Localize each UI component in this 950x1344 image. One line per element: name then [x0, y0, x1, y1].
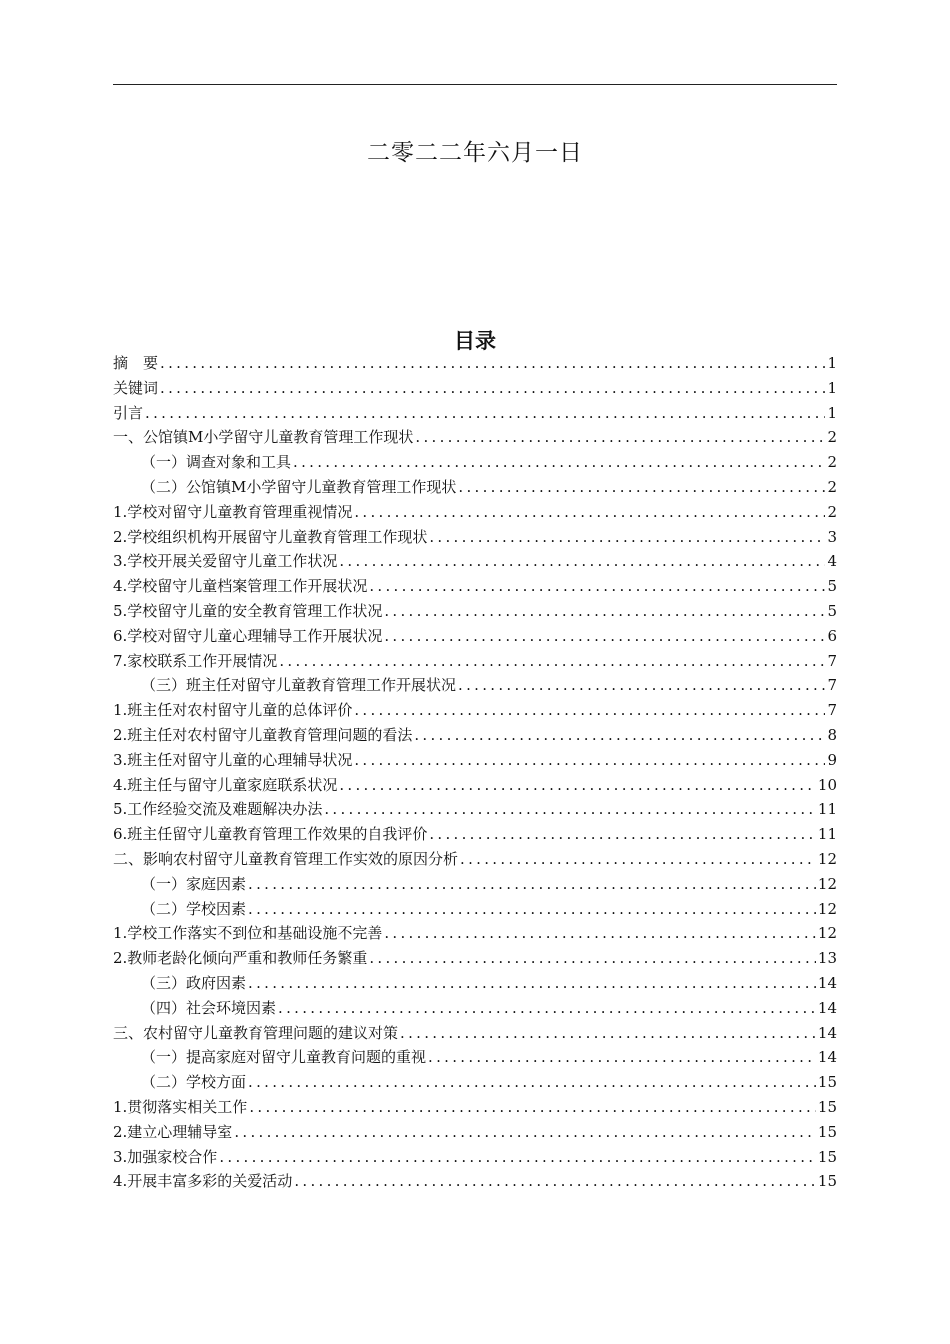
toc-entry-page: 14 [817, 998, 837, 1017]
toc-entry-label: （二）学校因素 [141, 899, 247, 918]
toc-dot-leader [339, 549, 825, 574]
toc-entry-label: （三）政府因素 [141, 973, 247, 992]
toc-dot-leader [428, 1045, 816, 1070]
toc-dot-leader [248, 971, 816, 996]
toc-entry-page: 7 [827, 676, 837, 695]
toc-dot-leader [400, 1021, 816, 1046]
toc-entry-label: 5.工作经验交流及难题解决办法 [113, 800, 323, 819]
toc-entry[interactable] [113, 797, 837, 822]
toc-dot-leader [249, 1095, 816, 1120]
toc-entry-page: 15 [817, 1172, 837, 1191]
toc-entry[interactable] [113, 624, 837, 649]
toc-entry[interactable] [113, 649, 837, 674]
toc-entry-label: 2.教师老龄化倾向严重和教师任务繁重 [113, 949, 368, 968]
toc-entry[interactable] [113, 698, 837, 723]
toc-entry-label: （一）提高家庭对留守儿童教育问题的重视 [141, 1048, 427, 1067]
toc-entry-page: 14 [817, 973, 837, 992]
toc-dot-leader [145, 401, 825, 426]
toc-entry-label: 7.家校联系工作开展情况 [113, 651, 278, 670]
toc-dot-leader [279, 649, 825, 674]
table-of-contents [113, 351, 837, 1194]
toc-dot-leader [354, 500, 825, 525]
toc-entry-page: 3 [827, 527, 837, 546]
toc-entry-page: 15 [817, 1097, 837, 1116]
toc-dot-leader [278, 996, 816, 1021]
toc-entry-page: 1 [827, 403, 837, 422]
toc-entry[interactable] [113, 773, 837, 798]
toc-entry[interactable] [113, 996, 837, 1021]
toc-entry-label: （二）学校方面 [141, 1073, 247, 1092]
toc-dot-leader [415, 425, 825, 450]
toc-entry[interactable] [113, 921, 837, 946]
toc-entry[interactable] [113, 549, 837, 574]
toc-entry-label: 1.学校对留守儿童教育管理重视情况 [113, 502, 353, 521]
toc-dot-leader [460, 847, 816, 872]
toc-entry-page: 7 [827, 701, 837, 720]
toc-dot-leader [293, 450, 825, 475]
toc-entry-page: 15 [817, 1147, 837, 1166]
toc-entry[interactable] [113, 723, 837, 748]
toc-entry-page: 13 [817, 949, 837, 968]
toc-entry-page: 11 [817, 825, 837, 844]
toc-dot-leader [429, 525, 825, 550]
toc-entry-label: 4.开展丰富多彩的关爱活动 [113, 1172, 293, 1191]
toc-entry-page: 10 [817, 775, 837, 794]
toc-dot-leader [369, 946, 816, 971]
toc-entry[interactable] [113, 1045, 837, 1070]
toc-entry-page: 2 [827, 502, 837, 521]
toc-entry-page: 12 [817, 849, 837, 868]
toc-entry-label: 摘 要 [113, 354, 159, 372]
toc-entry[interactable] [113, 351, 837, 376]
toc-entry[interactable] [113, 574, 837, 599]
toc-entry-page: 9 [827, 750, 837, 769]
toc-entry[interactable] [113, 475, 837, 500]
toc-entry-label: （一）家庭因素 [141, 874, 247, 893]
toc-entry[interactable] [113, 1070, 837, 1095]
toc-entry-label: 4.班主任与留守儿童家庭联系状况 [113, 775, 338, 794]
toc-title: 目录 [454, 329, 496, 353]
toc-dot-leader [369, 574, 825, 599]
toc-entry-label: 2.班主任对农村留守儿童教育管理问题的看法 [113, 725, 413, 744]
toc-entry-page: 5 [827, 577, 837, 596]
toc-entry-page: 11 [817, 800, 837, 819]
toc-dot-leader [458, 673, 825, 698]
toc-entry-label: 1.班主任对农村留守儿童的总体评价 [113, 701, 353, 720]
toc-entry-page: 14 [817, 1048, 837, 1067]
toc-entry-label: 6.学校对留守儿童心理辅导工作开展状况 [113, 626, 383, 645]
toc-entry[interactable] [113, 500, 837, 525]
toc-entry-page: 4 [827, 552, 837, 571]
toc-dot-leader [354, 698, 825, 723]
toc-entry-label: 2.建立心理辅导室 [113, 1122, 233, 1141]
toc-entry-label: 3.学校开展关爱留守儿童工作状况 [113, 552, 338, 571]
toc-dot-leader [248, 897, 816, 922]
toc-dot-leader [324, 797, 816, 822]
toc-entry-page: 8 [827, 725, 837, 744]
toc-entry-page: 7 [827, 651, 837, 670]
document-date: 二零二二年六月一日 [367, 140, 583, 166]
toc-entry[interactable] [113, 971, 837, 996]
toc-entry-label: （三）班主任对留守儿童教育管理工作开展状况 [141, 676, 457, 695]
toc-entry[interactable] [113, 673, 837, 698]
toc-dot-leader [458, 475, 825, 500]
toc-entry-label: 5.学校留守儿童的安全教育管理工作状况 [113, 601, 383, 620]
toc-entry-label: （二）公馆镇M小学留守儿童教育管理工作现状 [141, 477, 457, 496]
toc-entry-page: 15 [817, 1122, 837, 1141]
toc-entry[interactable] [113, 425, 837, 450]
toc-entry-page: 2 [827, 453, 837, 472]
toc-entry-label: 6.班主任留守儿童教育管理工作效果的自我评价 [113, 825, 428, 844]
toc-dot-leader [248, 872, 816, 897]
toc-entry-page: 12 [817, 924, 837, 943]
toc-entry-label: 一、公馆镇M小学留守儿童教育管理工作现状 [113, 428, 414, 447]
toc-entry-page: 6 [827, 626, 837, 645]
toc-dot-leader [234, 1120, 816, 1145]
toc-entry-label: 1.学校工作落实不到位和基础设施不完善 [113, 924, 383, 943]
toc-dot-leader [219, 1145, 816, 1170]
toc-entry[interactable] [113, 1095, 837, 1120]
toc-entry[interactable] [113, 450, 837, 475]
toc-dot-leader [384, 599, 825, 624]
toc-dot-leader [248, 1070, 816, 1095]
toc-entry-label: 关键词 [113, 378, 159, 397]
toc-entry-label: 三、农村留守儿童教育管理问题的建议对策 [113, 1023, 399, 1042]
toc-dot-leader [384, 624, 825, 649]
toc-entry-label: 1.贯彻落实相关工作 [113, 1097, 248, 1116]
toc-dot-leader [354, 748, 825, 773]
toc-entry-page: 15 [817, 1073, 837, 1092]
toc-entry[interactable] [113, 946, 837, 971]
toc-entry-page: 12 [817, 874, 837, 893]
toc-entry[interactable] [113, 1120, 837, 1145]
toc-entry[interactable] [113, 376, 837, 401]
toc-entry[interactable] [113, 897, 837, 922]
toc-dot-leader [384, 921, 816, 946]
toc-entry-page: 1 [827, 354, 837, 372]
toc-entry-label: 4.学校留守儿童档案管理工作开展状况 [113, 577, 368, 596]
toc-entry-label: （一）调查对象和工具 [141, 453, 292, 472]
toc-entry-label: 3.班主任对留守儿童的心理辅导状况 [113, 750, 353, 769]
toc-entry-page: 14 [817, 1023, 837, 1042]
toc-entry[interactable] [113, 872, 837, 897]
toc-dot-leader [160, 351, 825, 376]
toc-dot-leader [414, 723, 825, 748]
toc-entry[interactable] [113, 1169, 837, 1194]
toc-entry[interactable] [113, 847, 837, 872]
toc-entry-label: 3.加强家校合作 [113, 1147, 218, 1166]
toc-entry-label: 引言 [113, 403, 144, 422]
toc-entry[interactable] [113, 401, 837, 426]
toc-entry-page: 5 [827, 601, 837, 620]
toc-entry-label: 二、影响农村留守儿童教育管理工作实效的原因分析 [113, 849, 459, 868]
header-rule [113, 84, 837, 85]
toc-dot-leader [429, 822, 816, 847]
toc-dot-leader [339, 773, 816, 798]
toc-entry-page: 12 [817, 899, 837, 918]
toc-entry-page: 1 [827, 378, 837, 397]
toc-dot-leader [160, 376, 825, 401]
toc-entry-page: 2 [827, 428, 837, 447]
toc-entry[interactable] [113, 822, 837, 847]
toc-entry-page: 2 [827, 477, 837, 496]
toc-entry-label: （四）社会环境因素 [141, 998, 277, 1017]
toc-entry[interactable] [113, 1145, 837, 1170]
toc-entry-label: 2.学校组织机构开展留守儿童教育管理工作现状 [113, 527, 428, 546]
toc-entry[interactable] [113, 1021, 837, 1046]
toc-entry[interactable] [113, 525, 837, 550]
toc-entry[interactable] [113, 599, 837, 624]
toc-entry[interactable] [113, 748, 837, 773]
toc-dot-leader [294, 1169, 816, 1194]
